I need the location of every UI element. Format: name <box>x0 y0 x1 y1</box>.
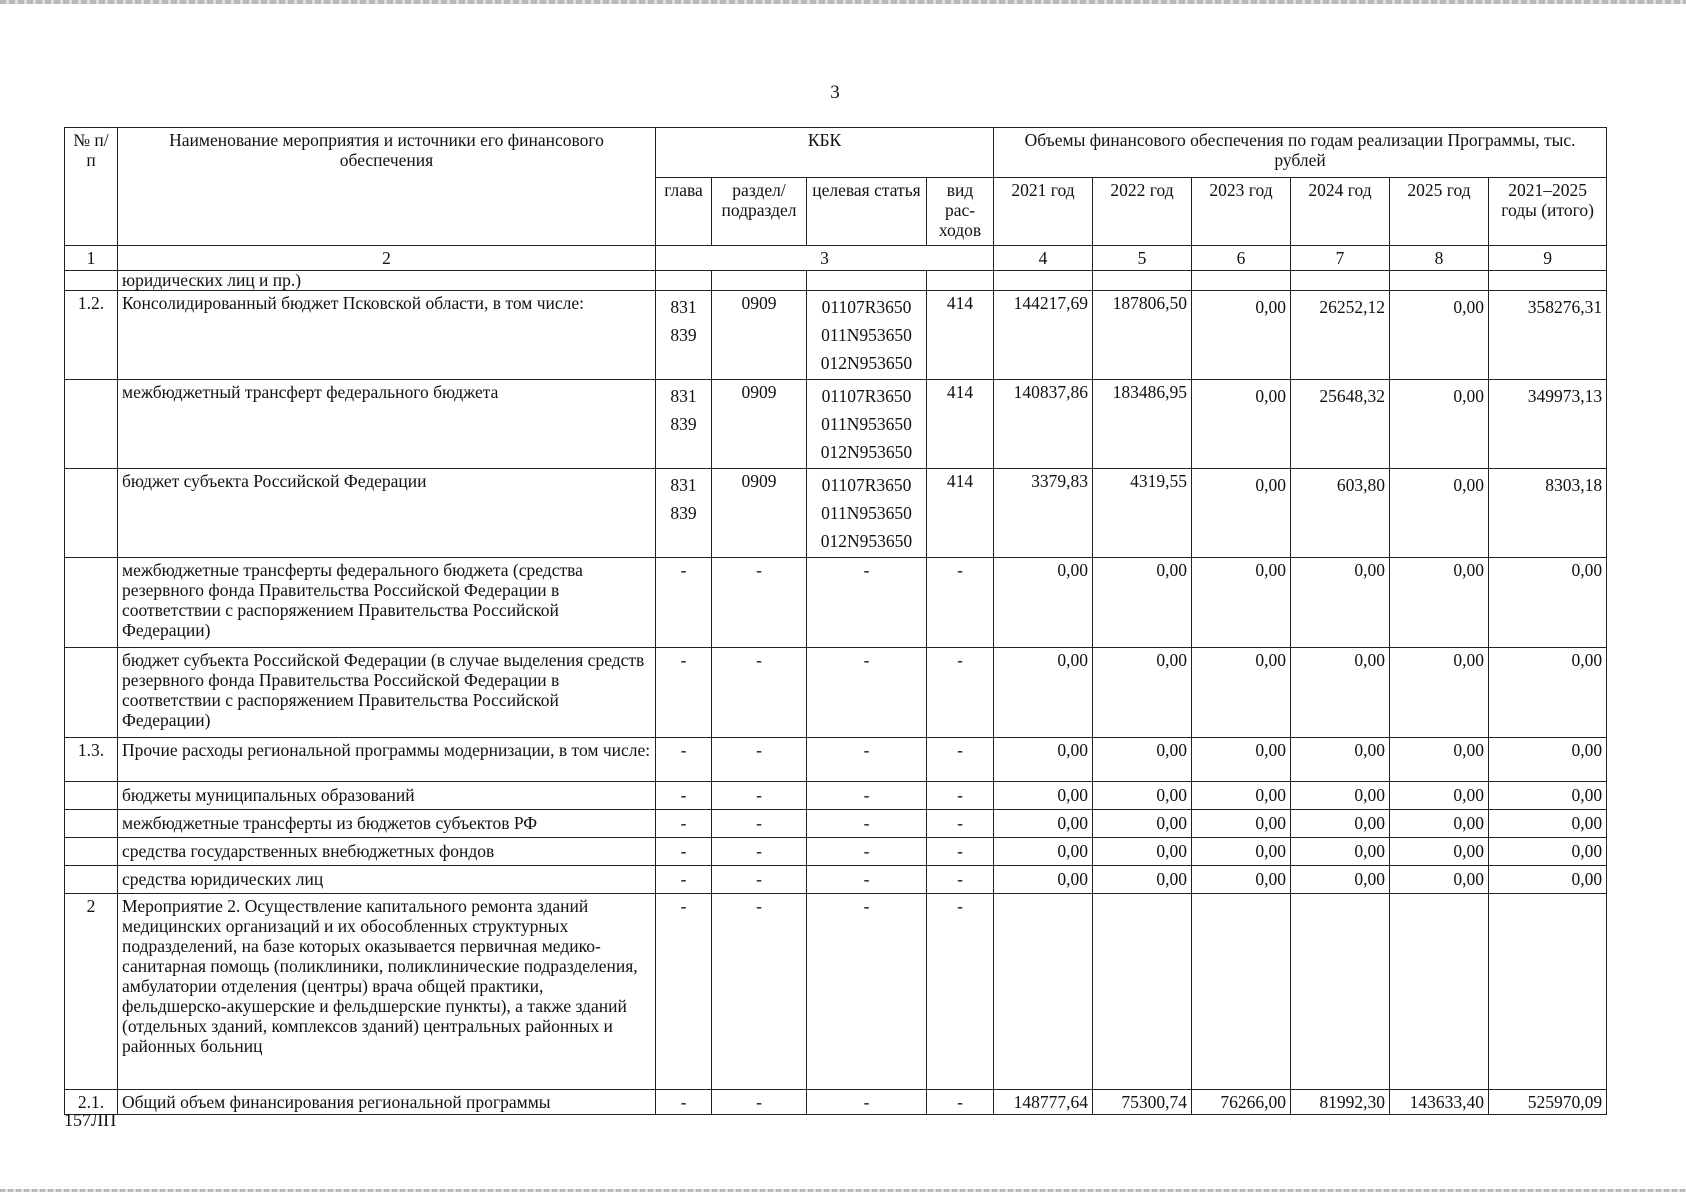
row-name: Прочие расходы региональной программы модернизации, в том числе: <box>118 738 656 782</box>
row-2024: 0,00 <box>1291 648 1390 738</box>
row-2022: 0,00 <box>1093 738 1192 782</box>
table-row <box>65 894 1607 1090</box>
row-tselevaya: - <box>807 810 927 838</box>
table-row <box>65 469 1607 558</box>
header-2022: 2022 год <box>1093 178 1192 246</box>
row-razdel: 0909 <box>712 469 807 558</box>
scan-bottom-edge <box>0 1189 1686 1192</box>
row-num <box>65 558 118 648</box>
table-row <box>65 738 1607 782</box>
row-2022: 0,00 <box>1093 866 1192 894</box>
row-razdel: 0909 <box>712 380 807 469</box>
row-tselevaya: - <box>807 838 927 866</box>
row-num <box>65 271 118 291</box>
header-2025: 2025 год <box>1390 178 1489 246</box>
row-razdel: - <box>712 894 807 1090</box>
header-vid: вид рас- ходов <box>927 178 994 246</box>
table-row <box>65 782 1607 810</box>
row-num: 1.3. <box>65 738 118 782</box>
row-2024: 603,80 <box>1291 469 1390 558</box>
row-2023: 0,00 <box>1192 380 1291 469</box>
row-vid: - <box>927 894 994 1090</box>
row-2023: 0,00 <box>1192 648 1291 738</box>
row-tselevaya: - <box>807 1090 927 1115</box>
row-name: бюджеты муниципальных образований <box>118 782 656 810</box>
row-razdel: 0909 <box>712 291 807 380</box>
row-2021: 0,00 <box>994 648 1093 738</box>
row-2021: 0,00 <box>994 810 1093 838</box>
row-tselevaya: - <box>807 648 927 738</box>
row-name: бюджет субъекта Российской Федерации <box>118 469 656 558</box>
row-glava: - <box>656 738 712 782</box>
row-vid: - <box>927 1090 994 1115</box>
row-2022: 75300,74 <box>1093 1090 1192 1115</box>
financing-table <box>64 127 1607 1115</box>
row-2022: 4319,55 <box>1093 469 1192 558</box>
row-glava: - <box>656 838 712 866</box>
row-num <box>65 380 118 469</box>
row-vid: - <box>927 810 994 838</box>
header-name: Наименование мероприятия и источники его финансового обеспечения <box>118 128 656 246</box>
row-2023: 0,00 <box>1192 866 1291 894</box>
header-razdel: раздел/ подраздел <box>712 178 807 246</box>
row-total: 0,00 <box>1489 558 1607 648</box>
row-2021: 0,00 <box>994 838 1093 866</box>
header-kbk: КБК <box>656 128 994 178</box>
row-num: 1.2. <box>65 291 118 380</box>
row-glava: - <box>656 894 712 1090</box>
colnum-2: 2 <box>118 246 656 271</box>
row-total: 349973,13 <box>1489 380 1607 469</box>
row-2021: 0,00 <box>994 558 1093 648</box>
colnum-7: 7 <box>1291 246 1390 271</box>
row-name: межбюджетный трансферт федерального бюджета <box>118 380 656 469</box>
row-name: Общий объем финансирования региональной программы <box>118 1090 656 1115</box>
row-2025: 143633,40 <box>1390 1090 1489 1115</box>
table-row <box>65 648 1607 738</box>
row-tselevaya: - <box>807 738 927 782</box>
row-2022: 0,00 <box>1093 810 1192 838</box>
row-name: Мероприятие 2. Осуществление капитального ремонта зданий медицинских организаций и их обособленных структурных подразделений, на базе которых оказывается первичная медико-санитарная помощь (поликлиники, поликлинические подразделения, амбулатории отделения (центры) врача общей практики, фельдшерско-акушерские и фельдшерские пункты), а также зданий (отдельных зданий, комплексов зданий) центральных районных и районных больниц <box>118 894 656 1090</box>
row-glava: 831 839 <box>656 380 712 469</box>
row-tselevaya: 01107R3650 011N953650 012N953650 <box>807 291 927 380</box>
row-2023: 0,00 <box>1192 469 1291 558</box>
row-2024: 0,00 <box>1291 738 1390 782</box>
row-2024: 0,00 <box>1291 558 1390 648</box>
header-2024: 2024 год <box>1291 178 1390 246</box>
header-volumes: Объемы финансового обеспечения по годам реализации Программы, тыс. рублей <box>994 128 1607 178</box>
row-glava: - <box>656 558 712 648</box>
row-2025: 0,00 <box>1390 810 1489 838</box>
row-2024: 0,00 <box>1291 866 1390 894</box>
row-num <box>65 782 118 810</box>
row-num <box>65 866 118 894</box>
row-2024: 0,00 <box>1291 838 1390 866</box>
row-2025: 0,00 <box>1390 469 1489 558</box>
document-code: 157ЛП <box>64 1110 117 1130</box>
table-row <box>65 558 1607 648</box>
header-tselevaya: целевая статья <box>807 178 927 246</box>
row-glava: - <box>656 782 712 810</box>
row-2025: 0,00 <box>1390 558 1489 648</box>
row-total: 0,00 <box>1489 810 1607 838</box>
colnum-8: 8 <box>1390 246 1489 271</box>
row-total: 0,00 <box>1489 838 1607 866</box>
row-2025: 0,00 <box>1390 291 1489 380</box>
row-2021: 140837,86 <box>994 380 1093 469</box>
row-2024: 25648,32 <box>1291 380 1390 469</box>
row-glava: 831 839 <box>656 291 712 380</box>
row-vid: 414 <box>927 469 994 558</box>
row-2023: 0,00 <box>1192 838 1291 866</box>
table-row <box>65 838 1607 866</box>
row-num <box>65 810 118 838</box>
row-razdel: - <box>712 558 807 648</box>
row-name: юридических лиц и пр.) <box>118 271 656 291</box>
row-glava: - <box>656 810 712 838</box>
row-vid: - <box>927 782 994 810</box>
row-2021: 144217,69 <box>994 291 1093 380</box>
row-vid: - <box>927 866 994 894</box>
row-razdel: - <box>712 810 807 838</box>
column-numbers-row <box>65 246 1607 271</box>
colnum-9: 9 <box>1489 246 1607 271</box>
table-row <box>65 291 1607 380</box>
row-num <box>65 648 118 738</box>
row-2024: 0,00 <box>1291 810 1390 838</box>
row-2025: 0,00 <box>1390 782 1489 810</box>
row-2025: 0,00 <box>1390 738 1489 782</box>
row-name: средства юридических лиц <box>118 866 656 894</box>
row-2021: 3379,83 <box>994 469 1093 558</box>
row-total: 0,00 <box>1489 648 1607 738</box>
row-name: Консолидированный бюджет Псковской области, в том числе: <box>118 291 656 380</box>
row-2025: 0,00 <box>1390 838 1489 866</box>
row-num: 2 <box>65 894 118 1090</box>
row-razdel: - <box>712 1090 807 1115</box>
row-name: средства государственных внебюджетных фондов <box>118 838 656 866</box>
row-2022: 0,00 <box>1093 558 1192 648</box>
row-2024: 81992,30 <box>1291 1090 1390 1115</box>
row-2025: 0,00 <box>1390 648 1489 738</box>
row-num <box>65 838 118 866</box>
table-row <box>65 866 1607 894</box>
row-2022: 0,00 <box>1093 838 1192 866</box>
row-tselevaya: 01107R3650 011N953650 012N953650 <box>807 469 927 558</box>
row-2024: 0,00 <box>1291 782 1390 810</box>
table-row <box>65 810 1607 838</box>
row-2022: 187806,50 <box>1093 291 1192 380</box>
row-glava: - <box>656 1090 712 1115</box>
row-total: 0,00 <box>1489 866 1607 894</box>
row-num: 2.1. <box>65 1090 118 1115</box>
row-2022: 0,00 <box>1093 648 1192 738</box>
header-2021: 2021 год <box>994 178 1093 246</box>
row-2021: 0,00 <box>994 782 1093 810</box>
row-2023: 76266,00 <box>1192 1090 1291 1115</box>
header-total: 2021–2025 годы (итого) <box>1489 178 1607 246</box>
header-2023: 2023 год <box>1192 178 1291 246</box>
row-2023: 0,00 <box>1192 738 1291 782</box>
row-vid: - <box>927 648 994 738</box>
row-razdel: - <box>712 838 807 866</box>
colnum-1: 1 <box>65 246 118 271</box>
row-2025: 0,00 <box>1390 866 1489 894</box>
colnum-4: 4 <box>994 246 1093 271</box>
row-tselevaya: - <box>807 782 927 810</box>
row-2023: 0,00 <box>1192 558 1291 648</box>
table-row <box>65 380 1607 469</box>
row-vid: 414 <box>927 291 994 380</box>
row-tselevaya: - <box>807 866 927 894</box>
row-2023: 0,00 <box>1192 291 1291 380</box>
row-2022: 183486,95 <box>1093 380 1192 469</box>
colnum-3: 3 <box>656 246 994 271</box>
header-row-1 <box>65 128 1607 178</box>
row-glava: - <box>656 866 712 894</box>
row-razdel: - <box>712 782 807 810</box>
row-tselevaya: - <box>807 894 927 1090</box>
row-vid: - <box>927 838 994 866</box>
row-vid: 414 <box>927 380 994 469</box>
scan-top-edge <box>0 0 1686 4</box>
row-total: 0,00 <box>1489 738 1607 782</box>
row-total: 8303,18 <box>1489 469 1607 558</box>
colnum-5: 5 <box>1093 246 1192 271</box>
row-2023: 0,00 <box>1192 810 1291 838</box>
row-total: 358276,31 <box>1489 291 1607 380</box>
row-2024: 26252,12 <box>1291 291 1390 380</box>
table-row <box>65 1090 1607 1115</box>
page-number: 3 <box>830 82 840 103</box>
row-razdel: - <box>712 866 807 894</box>
row-2022: 0,00 <box>1093 782 1192 810</box>
row-name: межбюджетные трансферты федерального бюджета (средства резервного фонда Правительства Российской Федерации в соответствии с распоряжением Правительства Российской Федерации) <box>118 558 656 648</box>
row-razdel: - <box>712 648 807 738</box>
row-glava: - <box>656 648 712 738</box>
colnum-6: 6 <box>1192 246 1291 271</box>
header-num: № п/п <box>65 128 118 246</box>
row-2021: 0,00 <box>994 738 1093 782</box>
row-name: бюджет субъекта Российской Федерации (в случае выделения средств резервного фонда Правительства Российской Федерации в соответствии с распоряжением Правительства Российской Федерации) <box>118 648 656 738</box>
row-total: 525970,09 <box>1489 1090 1607 1115</box>
row-2021: 148777,64 <box>994 1090 1093 1115</box>
table-row <box>65 271 1607 291</box>
row-razdel: - <box>712 738 807 782</box>
row-2021: 0,00 <box>994 866 1093 894</box>
row-2023: 0,00 <box>1192 782 1291 810</box>
row-glava: 831 839 <box>656 469 712 558</box>
row-tselevaya: 01107R3650 011N953650 012N953650 <box>807 380 927 469</box>
row-name: межбюджетные трансферты из бюджетов субъектов РФ <box>118 810 656 838</box>
row-total: 0,00 <box>1489 782 1607 810</box>
row-vid: - <box>927 738 994 782</box>
row-tselevaya: - <box>807 558 927 648</box>
row-2025: 0,00 <box>1390 380 1489 469</box>
row-vid: - <box>927 558 994 648</box>
row-num <box>65 469 118 558</box>
header-glava: глава <box>656 178 712 246</box>
